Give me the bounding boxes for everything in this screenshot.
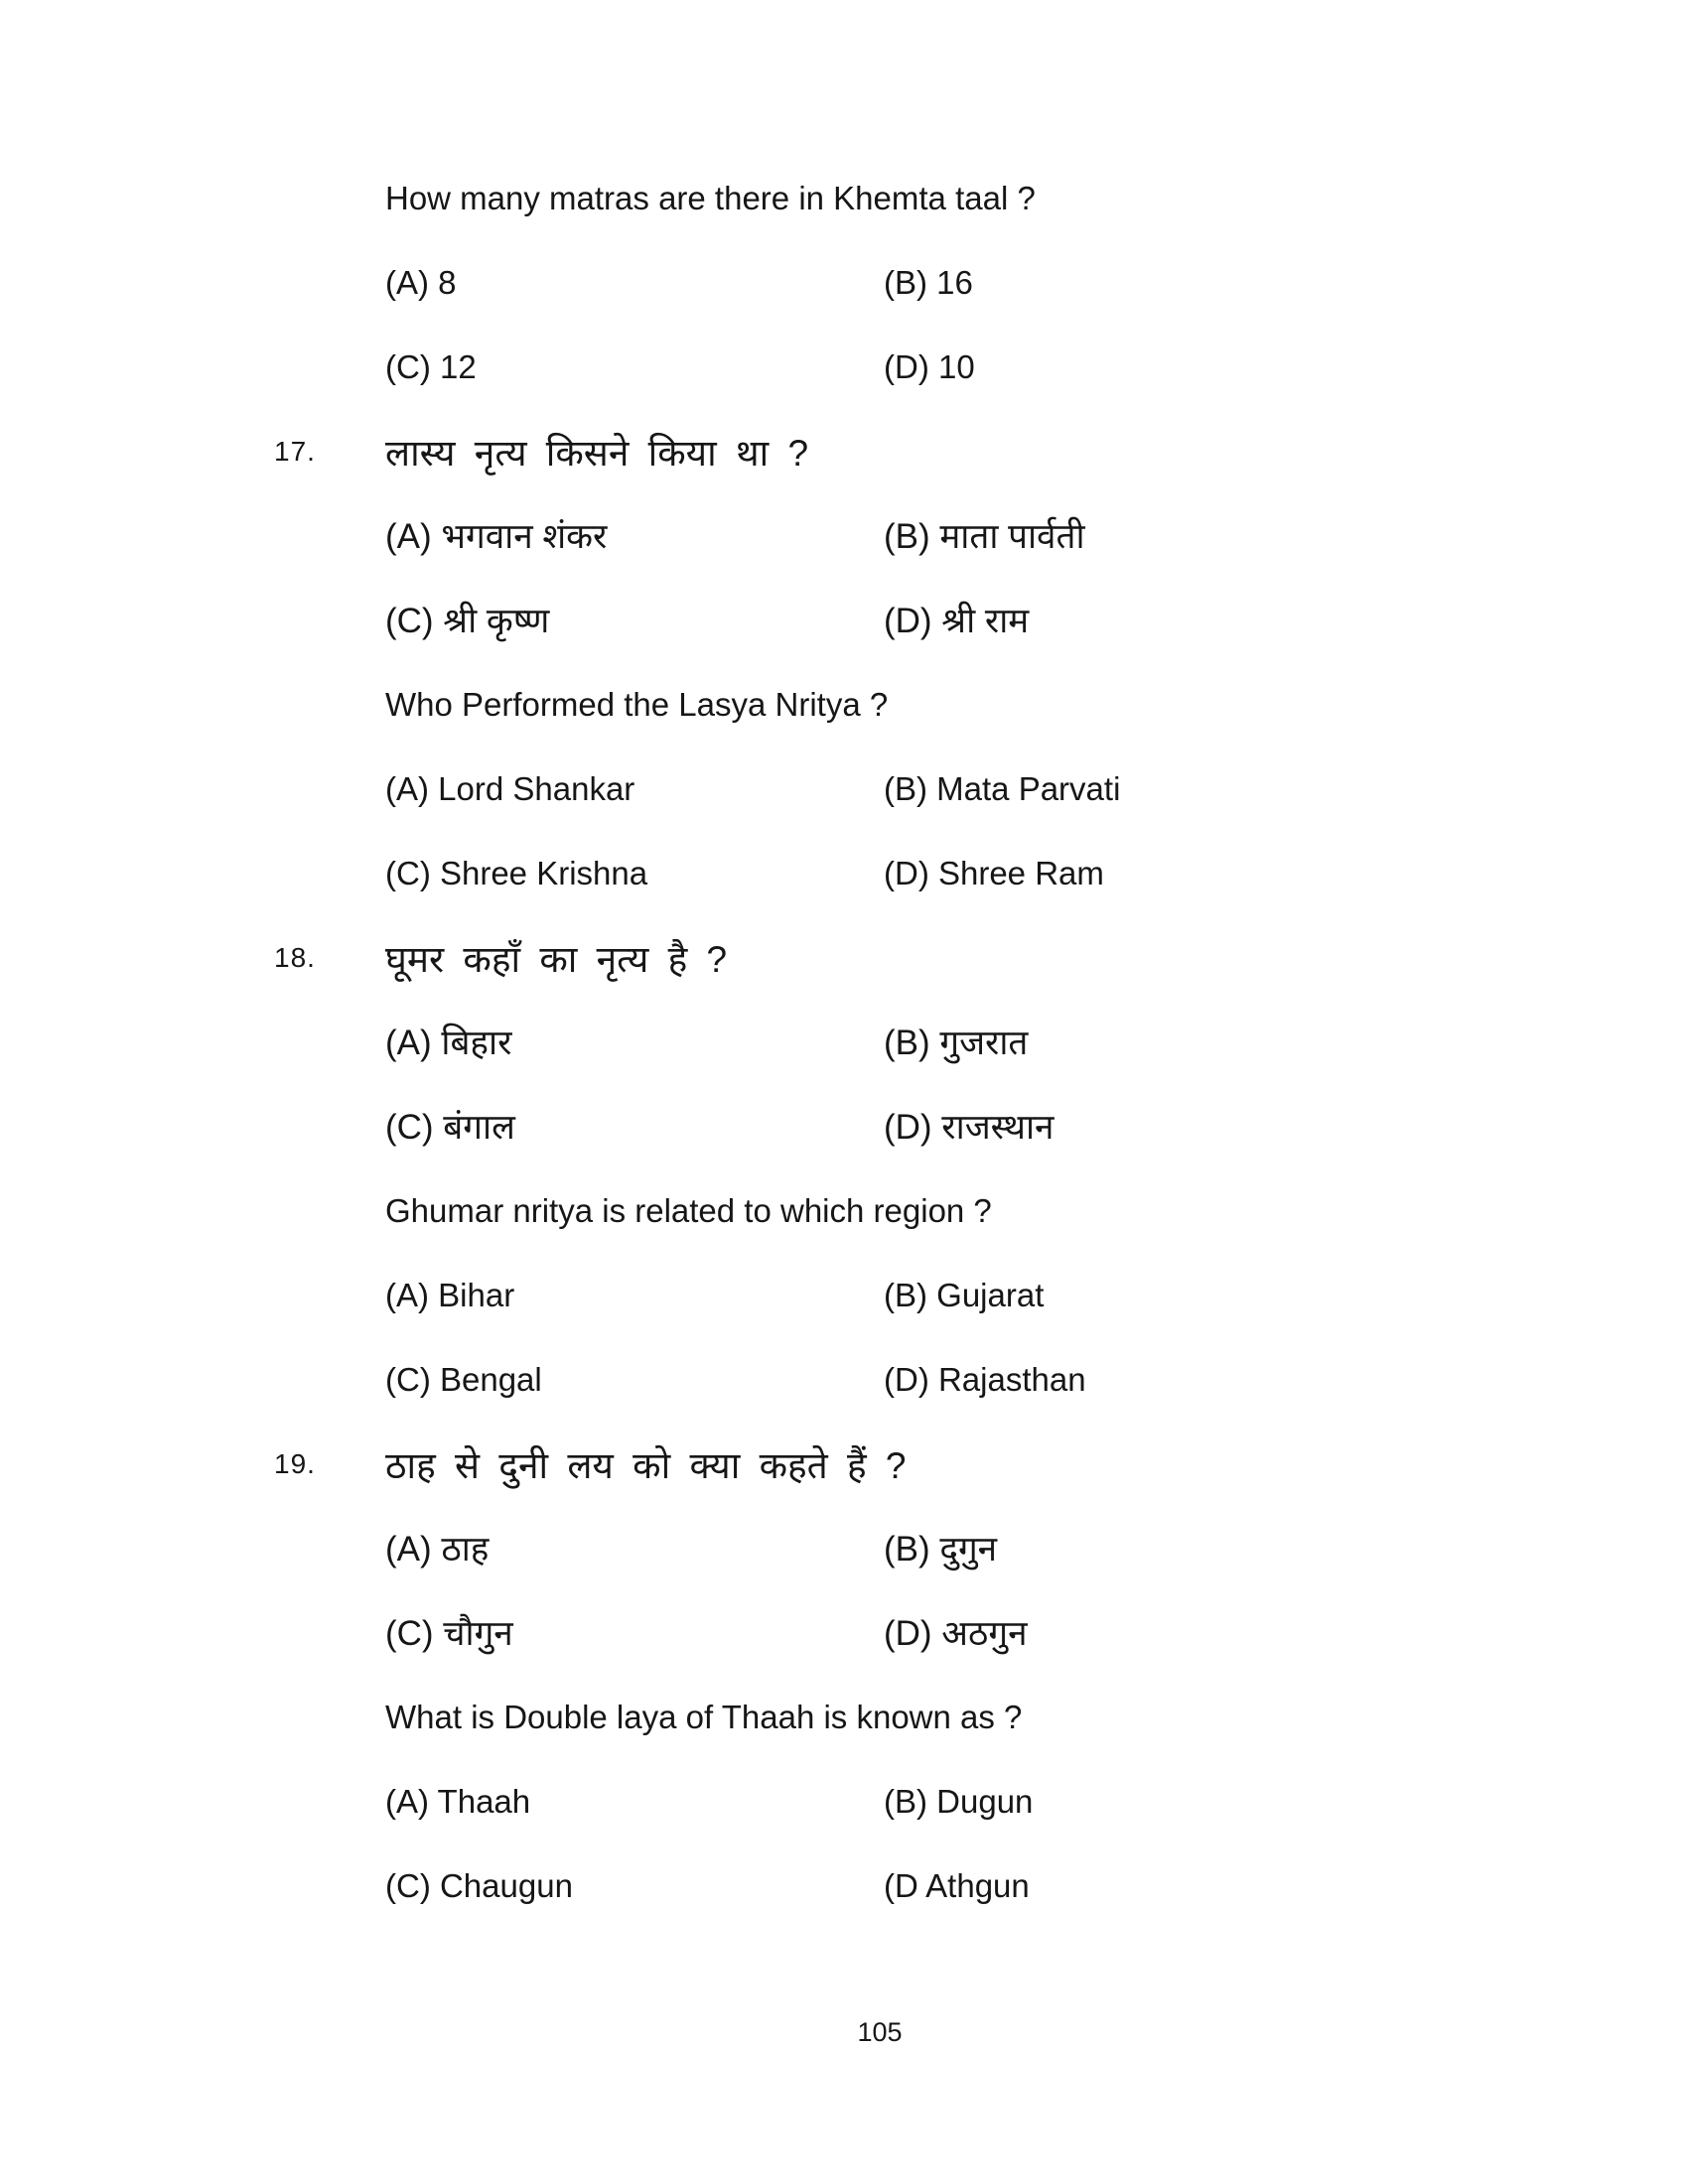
question-row — [0, 1675, 1688, 1759]
question-row — [0, 1168, 1688, 1253]
option-left: (A) 8 — [385, 263, 457, 301]
option-right: (D Athgun — [884, 1866, 1030, 1904]
option-row — [0, 1000, 1688, 1084]
option-right: (D) Shree Ram — [884, 854, 1104, 891]
question-section — [0, 1675, 1688, 1928]
option-right: (B) 16 — [884, 263, 973, 301]
option-right: (D) श्री राम — [884, 602, 1030, 640]
question-section — [0, 1168, 1688, 1422]
option-left: (C) श्री कृष्ण — [385, 602, 550, 640]
option-left: (A) Thaah — [385, 1782, 531, 1820]
option-row — [0, 578, 1688, 662]
option-left: (A) बिहार — [385, 1024, 512, 1062]
question-text: Ghumar nritya is related to which region ? — [385, 1191, 992, 1229]
option-row — [0, 1084, 1688, 1168]
question-text: ठाह से दुनी लय को क्या कहते हैं ? — [385, 1445, 907, 1486]
option-right: (D) Rajasthan — [884, 1360, 1086, 1398]
page-footer — [0, 2017, 1688, 2048]
option-right: (B) गुजरात — [884, 1024, 1029, 1062]
question-text: लास्य नृत्य किसने किया था ? — [385, 433, 809, 474]
option-row — [0, 1337, 1688, 1422]
option-row — [0, 1759, 1688, 1843]
option-row — [0, 1590, 1688, 1675]
option-right: (B) Mata Parvati — [884, 769, 1121, 807]
question-row — [0, 156, 1688, 240]
question-row — [0, 1422, 1688, 1506]
option-right: (D) राजस्थान — [884, 1108, 1055, 1147]
option-left: (C) Shree Krishna — [385, 854, 648, 891]
question-list — [0, 156, 1688, 1928]
question-section — [0, 409, 1688, 662]
option-right: (B) Dugun — [884, 1782, 1034, 1820]
option-right: (B) माता पार्वती — [884, 517, 1085, 556]
option-row — [0, 1506, 1688, 1590]
option-left: (C) 12 — [385, 347, 477, 385]
option-right: (B) Gujarat — [884, 1276, 1045, 1313]
option-row — [0, 240, 1688, 325]
option-left: (C) बंगाल — [385, 1108, 515, 1147]
option-left: (C) Bengal — [385, 1360, 542, 1398]
option-row — [0, 747, 1688, 831]
question-text: What is Double laya of Thaah is known as ? — [385, 1698, 1023, 1735]
question-section — [0, 1422, 1688, 1675]
option-row — [0, 493, 1688, 578]
option-left: (C) चौगुन — [385, 1614, 513, 1653]
option-row — [0, 1253, 1688, 1337]
question-number: 17. — [274, 435, 316, 467]
option-row — [0, 831, 1688, 915]
question-row — [0, 915, 1688, 1000]
option-row — [0, 1843, 1688, 1928]
question-row — [0, 409, 1688, 493]
page-number: 105 — [857, 2017, 903, 2047]
option-left: (A) ठाह — [385, 1530, 490, 1569]
question-section — [0, 156, 1688, 409]
option-right: (D) अठगुन — [884, 1614, 1028, 1653]
question-text: Who Performed the Lasya Nritya ? — [385, 685, 889, 723]
question-section — [0, 915, 1688, 1168]
option-left: (A) Lord Shankar — [385, 769, 635, 807]
option-left: (C) Chaugun — [385, 1866, 573, 1904]
option-left: (A) भगवान शंकर — [385, 517, 608, 556]
question-number: 18. — [274, 941, 316, 973]
question-text: घूमर कहाँ का नृत्य है ? — [385, 939, 728, 980]
question-row — [0, 662, 1688, 747]
question-number: 19. — [274, 1447, 316, 1479]
option-right: (B) दुगुन — [884, 1530, 998, 1569]
option-right: (D) 10 — [884, 347, 975, 385]
option-row — [0, 325, 1688, 409]
question-text: How many matras are there in Khemta taal ? — [385, 179, 1036, 216]
question-section — [0, 662, 1688, 915]
option-left: (A) Bihar — [385, 1276, 515, 1313]
